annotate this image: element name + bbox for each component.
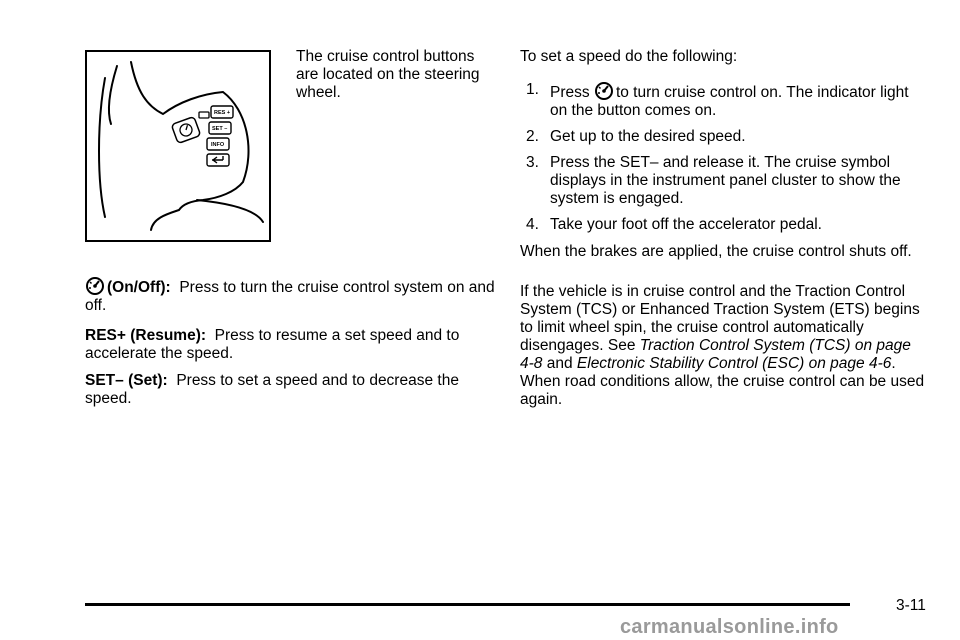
res-button-label: RES + xyxy=(214,110,231,116)
info-button-label: INFO xyxy=(211,142,225,148)
steps-list xyxy=(520,81,925,234)
step-3: 3. Press the SET– and release it. The cruise symbol displays in the instrument panel cluster to show the system is engaged. xyxy=(526,154,901,207)
set-button-label: SET – xyxy=(212,126,228,132)
wheel-rim-left xyxy=(99,78,105,217)
cruise-control-icon xyxy=(85,276,105,296)
def-desc: Press to resume a set speed and to accelerate the speed. xyxy=(85,327,460,362)
link-electronic-stability[interactable]: Electronic Stability Control (ESC) on page 4-6 xyxy=(576,355,892,372)
cruise-control-icon xyxy=(594,81,614,101)
traction-paragraph: If the vehicle is in cruise control and the Traction Control System (TCS) or Enhanced Traction System (ETS) begins to limit wheel spin, the cruise control automatically disengages. See Traction Control System (TCS) on page 4-8 and Electronic Stability Control (ESC) on page 4-6. When road conditions allow, the cruise control can be used again. xyxy=(520,283,925,408)
wheel-rim-lower xyxy=(197,200,263,222)
spoke-lower xyxy=(151,210,179,230)
figure-caption: The cruise control buttons are located on the steering wheel. xyxy=(296,48,480,101)
def-desc: Press to set a speed and to decrease the speed. xyxy=(85,372,459,407)
steps-intro: To set a speed do the following: xyxy=(520,48,738,65)
footer-rule xyxy=(85,603,850,606)
def-term: SET– (Set): xyxy=(85,372,168,389)
steering-wheel-figure xyxy=(85,50,271,242)
small-button xyxy=(199,112,209,118)
watermark: carmanualsonline.info xyxy=(620,616,839,638)
step-1: 1. Press to turn cruise control on. The indicator light on the button comes on. xyxy=(526,81,909,119)
def-desc: Press to turn the cruise control system on and off. xyxy=(85,279,495,314)
def-term: (On/Off): xyxy=(107,279,171,296)
steering-wheel-illustration xyxy=(87,52,269,240)
def-set xyxy=(85,372,495,408)
page-number: 3-11 xyxy=(896,597,926,614)
step-4: 4. Take your foot off the accelerator pedal. xyxy=(526,216,822,233)
def-resume xyxy=(85,327,495,363)
wheel-rim-inner xyxy=(109,66,117,124)
link-traction-control[interactable]: Traction Control System (TCS) on page 4-8 xyxy=(520,337,911,372)
def-term: RES+ (Resume): xyxy=(85,327,207,344)
step-2: 2. Get up to the desired speed. xyxy=(526,128,746,145)
def-on-off xyxy=(85,276,495,315)
brakes-paragraph: When the brakes are applied, the cruise control shuts off. xyxy=(520,243,912,260)
